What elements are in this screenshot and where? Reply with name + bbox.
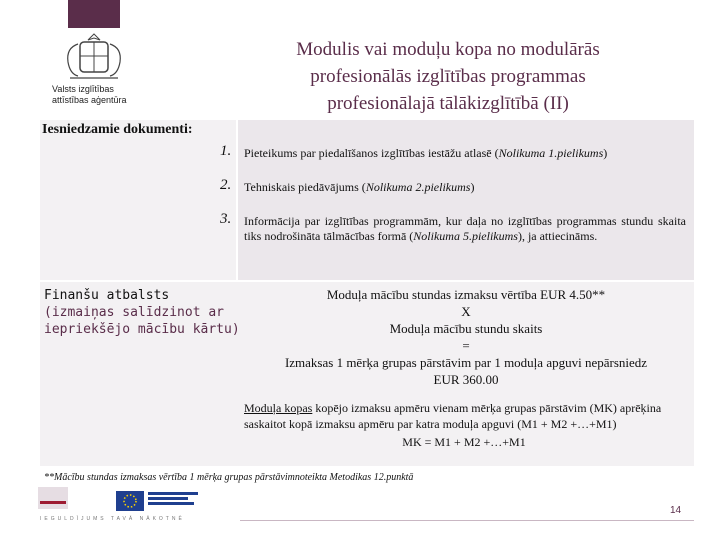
eu-flag-icon (116, 491, 144, 511)
sum-formula: MK = M1 + M2 +…+M1 (402, 435, 526, 449)
page-title: Modulis vai moduļu kopa no modulārās profesionālās izglītības programmas profesionālajā tālākizglītībā (II) (296, 39, 600, 114)
coat-of-arms-icon (56, 30, 132, 82)
module-set-note: Moduļa kopas kopējo izmaksu apmēru vienam mērķa grupas pārstāvim (MK) aprēķina saskaitot kopā izmaksu apmēru par katra moduļa apguvi (M1 + M2 +…+M1) MK = M1 + M2 +…+M1 (244, 400, 684, 450)
documents-label: Iesniedzamie dokumenti: (42, 122, 193, 137)
cost-formula: Moduļa mācību stundas izmaksu vērtība EUR 4.50** X Moduļa mācību stundu skaits = Izmaksas 1 mērķa grupas pārstāvim par 1 moduļa apguvi nepārsniedz EUR 360.00 (284, 287, 648, 387)
viaa-logo (40, 30, 150, 116)
funding-logos (38, 485, 208, 519)
row-divider (40, 280, 694, 282)
org-name: Valsts izglītības attīstības aģentūra (52, 84, 127, 105)
slogan: IEGULDĪJUMS TAVĀ NĀKOTNĒ (40, 516, 185, 522)
national-plan-logo-icon (38, 487, 68, 509)
finance-label: Finanšu atbalsts (izmaiņas salīdzinot ar iepriekšējo mācību kārtu) (44, 288, 240, 337)
footer-line (240, 520, 694, 521)
top-accent-bar (68, 0, 120, 28)
footnote: **Mācību stundas izmaksas vērtība 1 mērķa grupas pārstāvimnoteikta Metodikas 12.punktā (44, 472, 414, 483)
column-separator (236, 120, 238, 280)
page-number: 14 (670, 505, 682, 516)
